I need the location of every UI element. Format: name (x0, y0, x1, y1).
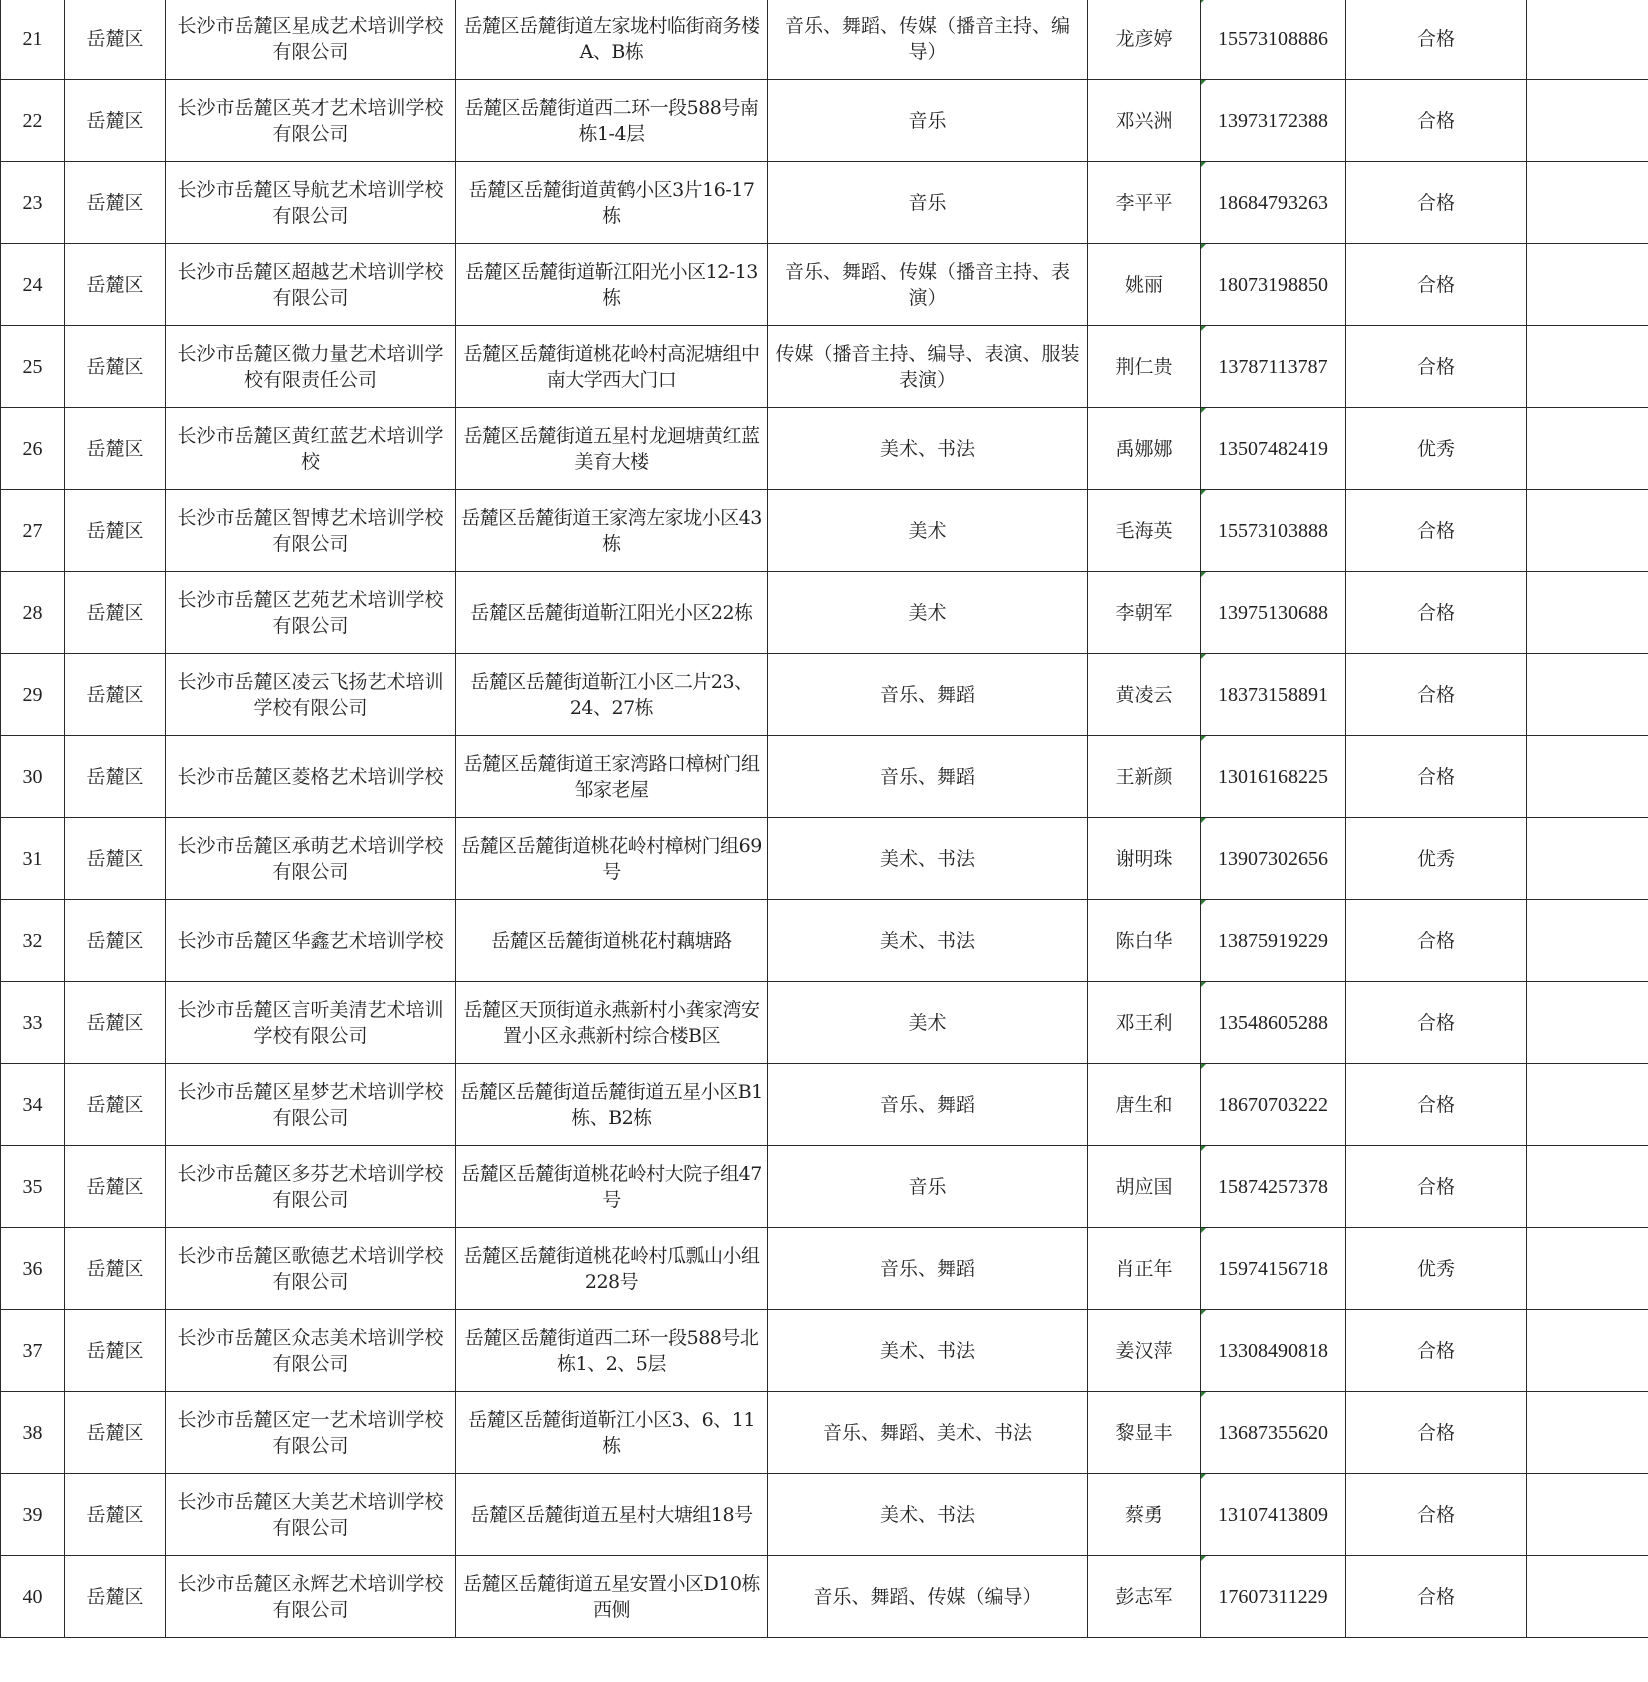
cell-address: 岳麓区岳麓街道靳江阳光小区22栋 (456, 572, 768, 654)
cell-district: 岳麓区 (65, 572, 166, 654)
table-row (1, 1310, 1648, 1392)
cell-address: 岳麓区岳麓街道桃花岭村瓜瓢山小组228号 (456, 1228, 768, 1310)
cell-phone: 18373158891 (1201, 654, 1346, 736)
cell-district: 岳麓区 (65, 982, 166, 1064)
cell-district: 岳麓区 (65, 162, 166, 244)
cell-phone: 18684793263 (1201, 162, 1346, 244)
cell-contact: 邓王利 (1088, 982, 1201, 1064)
cell-note (1527, 736, 1648, 818)
cell-result: 合格 (1346, 1556, 1527, 1638)
cell-phone: 15573108886 (1201, 0, 1346, 80)
cell-address: 岳麓区岳麓街道王家湾路口樟树门组邹家老屋 (456, 736, 768, 818)
table-row (1, 162, 1648, 244)
cell-note (1527, 326, 1648, 408)
cell-phone: 17607311229 (1201, 1556, 1346, 1638)
cell-address: 岳麓区岳麓街道桃花岭村大院子组47号 (456, 1146, 768, 1228)
cell-contact: 王新颜 (1088, 736, 1201, 818)
cell-school-name: 长沙市岳麓区多芬艺术培训学校有限公司 (166, 1146, 456, 1228)
cell-contact: 龙彦婷 (1088, 0, 1201, 80)
cell-index: 40 (1, 1556, 65, 1638)
cell-index: 32 (1, 900, 65, 982)
cell-address: 岳麓区岳麓街道五星村龙迴塘黄红蓝美育大楼 (456, 408, 768, 490)
cell-school-name: 长沙市岳麓区英才艺术培训学校有限公司 (166, 80, 456, 162)
cell-category: 音乐、舞蹈、美术、书法 (768, 1392, 1088, 1474)
table-row (1, 1146, 1648, 1228)
cell-contact: 邓兴洲 (1088, 80, 1201, 162)
cell-category: 音乐、舞蹈、传媒（播音主持、表演） (768, 244, 1088, 326)
cell-district: 岳麓区 (65, 1556, 166, 1638)
cell-index: 28 (1, 572, 65, 654)
cell-address: 岳麓区岳麓街道王家湾左家垅小区43栋 (456, 490, 768, 572)
cell-phone: 13016168225 (1201, 736, 1346, 818)
cell-contact: 黎显丰 (1088, 1392, 1201, 1474)
cell-address: 岳麓区岳麓街道西二环一段588号北栋1、2、5层 (456, 1310, 768, 1392)
cell-category: 美术、书法 (768, 900, 1088, 982)
table-row (1, 1556, 1648, 1638)
cell-note (1527, 900, 1648, 982)
cell-index: 24 (1, 244, 65, 326)
cell-category: 音乐、舞蹈、传媒（播音主持、编导） (768, 0, 1088, 80)
cell-category: 美术、书法 (768, 408, 1088, 490)
cell-category: 音乐、舞蹈 (768, 736, 1088, 818)
table-row (1, 80, 1648, 162)
cell-address: 岳麓区岳麓街道黄鹤小区3片16-17栋 (456, 162, 768, 244)
cell-note (1527, 1392, 1648, 1474)
cell-district: 岳麓区 (65, 490, 166, 572)
cell-contact: 谢明珠 (1088, 818, 1201, 900)
cell-note (1527, 1474, 1648, 1556)
cell-result: 合格 (1346, 982, 1527, 1064)
cell-category: 音乐、舞蹈 (768, 1064, 1088, 1146)
cell-phone: 18670703222 (1201, 1064, 1346, 1146)
cell-school-name: 长沙市岳麓区歌德艺术培训学校有限公司 (166, 1228, 456, 1310)
cell-result: 合格 (1346, 0, 1527, 80)
cell-district: 岳麓区 (65, 0, 166, 80)
cell-index: 39 (1, 1474, 65, 1556)
cell-index: 38 (1, 1392, 65, 1474)
cell-category: 音乐、舞蹈 (768, 654, 1088, 736)
cell-district: 岳麓区 (65, 244, 166, 326)
cell-address: 岳麓区岳麓街道靳江小区3、6、11栋 (456, 1392, 768, 1474)
cell-index: 33 (1, 982, 65, 1064)
table-row (1, 982, 1648, 1064)
cell-school-name: 长沙市岳麓区定一艺术培训学校有限公司 (166, 1392, 456, 1474)
cell-phone: 13875919229 (1201, 900, 1346, 982)
cell-address: 岳麓区岳麓街道桃花岭村高泥塘组中南大学西大门口 (456, 326, 768, 408)
cell-note (1527, 1556, 1648, 1638)
cell-index: 27 (1, 490, 65, 572)
cell-contact: 禹娜娜 (1088, 408, 1201, 490)
cell-category: 音乐、舞蹈、传媒（编导） (768, 1556, 1088, 1638)
cell-school-name: 长沙市岳麓区超越艺术培训学校有限公司 (166, 244, 456, 326)
cell-note (1527, 162, 1648, 244)
cell-result: 合格 (1346, 162, 1527, 244)
cell-note (1527, 408, 1648, 490)
cell-school-name: 长沙市岳麓区黄红蓝艺术培训学校 (166, 408, 456, 490)
cell-index: 22 (1, 80, 65, 162)
cell-result: 合格 (1346, 1392, 1527, 1474)
cell-result: 优秀 (1346, 818, 1527, 900)
cell-phone: 13687355620 (1201, 1392, 1346, 1474)
cell-school-name: 长沙市岳麓区永辉艺术培训学校有限公司 (166, 1556, 456, 1638)
cell-index: 30 (1, 736, 65, 818)
cell-category: 美术 (768, 982, 1088, 1064)
cell-index: 26 (1, 408, 65, 490)
cell-address: 岳麓区岳麓街道西二环一段588号南栋1-4层 (456, 80, 768, 162)
cell-district: 岳麓区 (65, 654, 166, 736)
cell-phone: 13907302656 (1201, 818, 1346, 900)
cell-category: 传媒（播音主持、编导、表演、服装表演） (768, 326, 1088, 408)
table-row (1, 1228, 1648, 1310)
cell-school-name: 长沙市岳麓区众志美术培训学校有限公司 (166, 1310, 456, 1392)
cell-result: 合格 (1346, 326, 1527, 408)
cell-school-name: 长沙市岳麓区凌云飞扬艺术培训学校有限公司 (166, 654, 456, 736)
cell-phone: 15573103888 (1201, 490, 1346, 572)
cell-contact: 姜汉萍 (1088, 1310, 1201, 1392)
cell-index: 36 (1, 1228, 65, 1310)
cell-address: 岳麓区岳麓街道左家垅村临街商务楼A、B栋 (456, 0, 768, 80)
cell-note (1527, 0, 1648, 80)
cell-school-name: 长沙市岳麓区艺苑艺术培训学校有限公司 (166, 572, 456, 654)
cell-result: 合格 (1346, 490, 1527, 572)
table-row (1, 1064, 1648, 1146)
cell-address: 岳麓区岳麓街道岳麓街道五星小区B1栋、B2栋 (456, 1064, 768, 1146)
cell-category: 美术 (768, 490, 1088, 572)
cell-note (1527, 572, 1648, 654)
cell-index: 31 (1, 818, 65, 900)
cell-phone: 13507482419 (1201, 408, 1346, 490)
cell-result: 合格 (1346, 1310, 1527, 1392)
cell-phone: 15874257378 (1201, 1146, 1346, 1228)
cell-district: 岳麓区 (65, 900, 166, 982)
cell-district: 岳麓区 (65, 326, 166, 408)
cell-contact: 彭志军 (1088, 1556, 1201, 1638)
cell-result: 合格 (1346, 1146, 1527, 1228)
cell-district: 岳麓区 (65, 1146, 166, 1228)
cell-school-name: 长沙市岳麓区智博艺术培训学校有限公司 (166, 490, 456, 572)
cell-address: 岳麓区天顶街道永燕新村小龚家湾安置小区永燕新村综合楼B区 (456, 982, 768, 1064)
cell-school-name: 长沙市岳麓区星梦艺术培训学校有限公司 (166, 1064, 456, 1146)
cell-contact: 荆仁贵 (1088, 326, 1201, 408)
cell-phone: 13107413809 (1201, 1474, 1346, 1556)
cell-contact: 肖正年 (1088, 1228, 1201, 1310)
table-row (1, 654, 1648, 736)
cell-phone: 13548605288 (1201, 982, 1346, 1064)
cell-phone: 13975130688 (1201, 572, 1346, 654)
cell-category: 音乐 (768, 80, 1088, 162)
cell-note (1527, 818, 1648, 900)
cell-index: 35 (1, 1146, 65, 1228)
cell-index: 21 (1, 0, 65, 80)
cell-category: 美术、书法 (768, 1310, 1088, 1392)
cell-result: 合格 (1346, 80, 1527, 162)
cell-note (1527, 1146, 1648, 1228)
table-row (1, 408, 1648, 490)
table-row (1, 0, 1648, 80)
cell-contact: 李平平 (1088, 162, 1201, 244)
cell-note (1527, 244, 1648, 326)
cell-school-name: 长沙市岳麓区言听美清艺术培训学校有限公司 (166, 982, 456, 1064)
cell-district: 岳麓区 (65, 1064, 166, 1146)
cell-contact: 蔡勇 (1088, 1474, 1201, 1556)
cell-school-name: 长沙市岳麓区微力量艺术培训学校有限责任公司 (166, 326, 456, 408)
cell-note (1527, 982, 1648, 1064)
cell-index: 25 (1, 326, 65, 408)
cell-school-name: 长沙市岳麓区星成艺术培训学校有限公司 (166, 0, 456, 80)
cell-result: 合格 (1346, 1064, 1527, 1146)
cell-district: 岳麓区 (65, 1474, 166, 1556)
cell-category: 美术、书法 (768, 818, 1088, 900)
table-row (1, 1474, 1648, 1556)
table-row (1, 736, 1648, 818)
cell-district: 岳麓区 (65, 818, 166, 900)
cell-result: 优秀 (1346, 1228, 1527, 1310)
cell-phone: 15974156718 (1201, 1228, 1346, 1310)
cell-category: 音乐、舞蹈 (768, 1228, 1088, 1310)
cell-phone: 13973172388 (1201, 80, 1346, 162)
table-row (1, 572, 1648, 654)
cell-result: 优秀 (1346, 408, 1527, 490)
cell-note (1527, 1310, 1648, 1392)
cell-district: 岳麓区 (65, 1310, 166, 1392)
cell-contact: 唐生和 (1088, 1064, 1201, 1146)
cell-address: 岳麓区岳麓街道五星安置小区D10栋西侧 (456, 1556, 768, 1638)
table-row (1, 244, 1648, 326)
table-row (1, 490, 1648, 572)
cell-district: 岳麓区 (65, 80, 166, 162)
cell-result: 合格 (1346, 572, 1527, 654)
cell-district: 岳麓区 (65, 1392, 166, 1474)
cell-school-name: 长沙市岳麓区菱格艺术培训学校 (166, 736, 456, 818)
cell-school-name: 长沙市岳麓区大美艺术培训学校有限公司 (166, 1474, 456, 1556)
cell-index: 29 (1, 654, 65, 736)
cell-category: 音乐 (768, 1146, 1088, 1228)
cell-contact: 姚丽 (1088, 244, 1201, 326)
cell-note (1527, 654, 1648, 736)
cell-result: 合格 (1346, 736, 1527, 818)
cell-address: 岳麓区岳麓街道五星村大塘组18号 (456, 1474, 768, 1556)
cell-index: 34 (1, 1064, 65, 1146)
cell-school-name: 长沙市岳麓区华鑫艺术培训学校 (166, 900, 456, 982)
cell-index: 37 (1, 1310, 65, 1392)
cell-phone: 13787113787 (1201, 326, 1346, 408)
cell-index: 23 (1, 162, 65, 244)
table-row (1, 900, 1648, 982)
cell-result: 合格 (1346, 244, 1527, 326)
cell-school-name: 长沙市岳麓区导航艺术培训学校有限公司 (166, 162, 456, 244)
cell-category: 美术、书法 (768, 1474, 1088, 1556)
cell-district: 岳麓区 (65, 408, 166, 490)
cell-address: 岳麓区岳麓街道桃花村藕塘路 (456, 900, 768, 982)
cell-note (1527, 490, 1648, 572)
cell-phone: 13308490818 (1201, 1310, 1346, 1392)
table-row (1, 1392, 1648, 1474)
cell-contact: 毛海英 (1088, 490, 1201, 572)
cell-address: 岳麓区岳麓街道桃花岭村樟树门组69号 (456, 818, 768, 900)
cell-result: 合格 (1346, 1474, 1527, 1556)
cell-address: 岳麓区岳麓街道靳江小区二片23、24、27栋 (456, 654, 768, 736)
cell-address: 岳麓区岳麓街道靳江阳光小区12-13栋 (456, 244, 768, 326)
cell-note (1527, 1228, 1648, 1310)
cell-contact: 陈白华 (1088, 900, 1201, 982)
table-row (1, 818, 1648, 900)
cell-district: 岳麓区 (65, 736, 166, 818)
cell-note (1527, 1064, 1648, 1146)
cell-result: 合格 (1346, 654, 1527, 736)
cell-note (1527, 80, 1648, 162)
cell-contact: 李朝军 (1088, 572, 1201, 654)
cell-phone: 18073198850 (1201, 244, 1346, 326)
table-body (1, 0, 1648, 1638)
cell-category: 音乐 (768, 162, 1088, 244)
cell-district: 岳麓区 (65, 1228, 166, 1310)
cell-category: 美术 (768, 572, 1088, 654)
cell-school-name: 长沙市岳麓区承萌艺术培训学校有限公司 (166, 818, 456, 900)
cell-result: 合格 (1346, 900, 1527, 982)
cell-contact: 黄凌云 (1088, 654, 1201, 736)
table-row (1, 326, 1648, 408)
cell-contact: 胡应国 (1088, 1146, 1201, 1228)
